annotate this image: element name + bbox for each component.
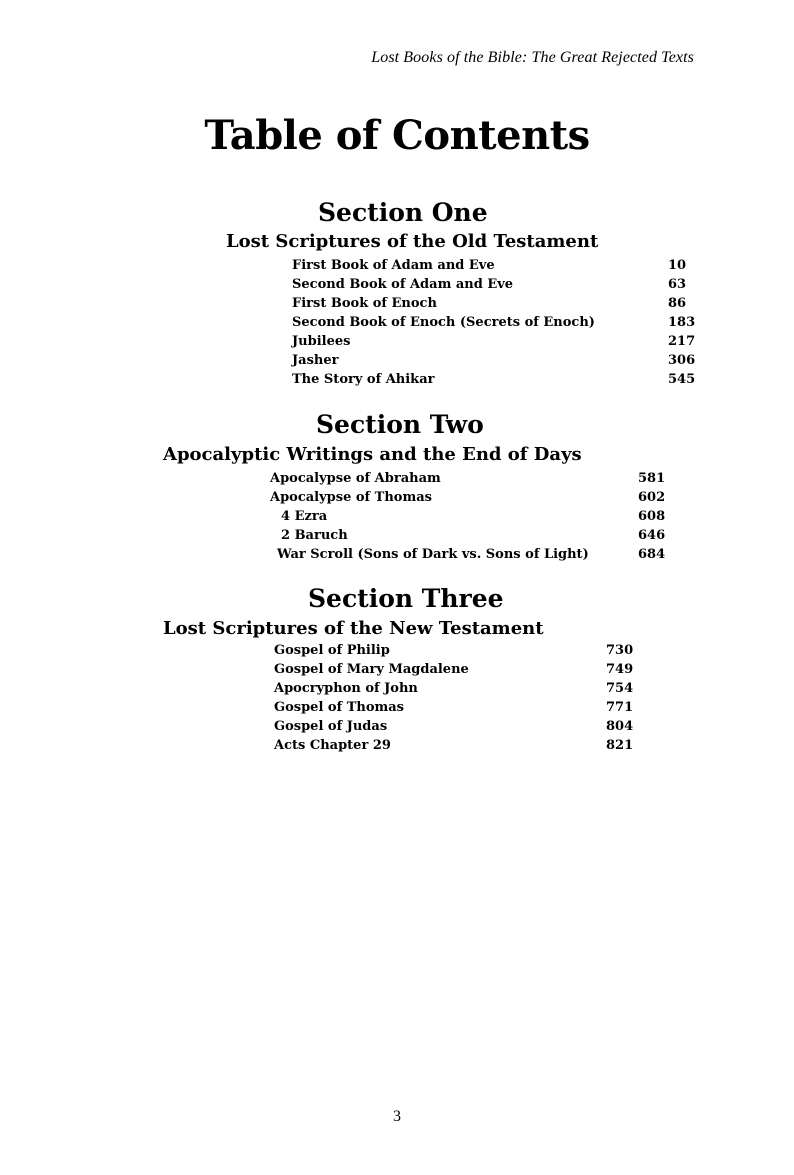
toc-entry-page: 730 [606, 643, 634, 658]
toc-entry[interactable] [292, 370, 712, 389]
toc-entry-title: The Story of Ahikar [292, 372, 435, 387]
toc-entry[interactable] [292, 332, 712, 351]
toc-entry-page: 771 [606, 700, 634, 715]
section-one-entries [292, 256, 712, 389]
toc-entry-title: 4 Ezra [281, 509, 328, 524]
toc-entry-page: 749 [606, 662, 634, 677]
running-header: Lost Books of the Bible: The Great Rejected Texts [371, 49, 694, 66]
section-one-title: Section One [318, 198, 488, 227]
toc-entry-title: Acts Chapter 29 [274, 738, 391, 753]
toc-entry-page: 821 [606, 738, 634, 753]
toc-entry[interactable] [274, 736, 654, 755]
toc-entry-title: Apocalypse of Abraham [270, 471, 441, 486]
toc-entry[interactable] [270, 526, 670, 545]
section-three-subtitle: Lost Scriptures of the New Testament [163, 618, 544, 639]
toc-entry-page: 545 [668, 372, 696, 387]
section-two-subtitle: Apocalyptic Writings and the End of Days [163, 444, 582, 465]
toc-entry-page: 754 [606, 681, 634, 696]
toc-entry[interactable] [270, 507, 670, 526]
toc-entry[interactable] [292, 313, 712, 332]
toc-entry-title: First Book of Adam and Eve [292, 258, 495, 273]
toc-entry[interactable] [274, 698, 654, 717]
toc-entry-page: 183 [668, 315, 696, 330]
toc-entry[interactable] [274, 717, 654, 736]
toc-entry-page: 602 [638, 490, 666, 505]
toc-entry-title: Gospel of Philip [274, 643, 390, 658]
toc-entry-page: 804 [606, 719, 634, 734]
toc-entry[interactable] [292, 351, 712, 370]
toc-entry-title: Jubilees [292, 334, 351, 349]
toc-entry-page: 86 [668, 296, 687, 311]
section-one-subtitle: Lost Scriptures of the Old Testament [226, 231, 599, 252]
toc-entry-page: 63 [668, 277, 687, 292]
toc-entry-page: 608 [638, 509, 666, 524]
toc-entry[interactable] [274, 641, 654, 660]
toc-entry-page: 217 [668, 334, 696, 349]
toc-entry-title: Gospel of Thomas [274, 700, 404, 715]
toc-entry[interactable] [270, 545, 670, 564]
toc-entry-title: Second Book of Enoch (Secrets of Enoch) [292, 315, 595, 330]
toc-entry-page: 684 [638, 547, 666, 562]
toc-entry[interactable] [270, 488, 670, 507]
toc-entry[interactable] [270, 469, 670, 488]
toc-entry-page: 581 [638, 471, 666, 486]
toc-entry-title: Second Book of Adam and Eve [292, 277, 514, 292]
toc-entry-page: 306 [668, 353, 696, 368]
toc-entry-title: Jasher [292, 353, 339, 368]
section-two-title: Section Two [316, 410, 484, 439]
section-two-entries [270, 469, 670, 564]
section-three-entries [274, 641, 654, 755]
toc-entry-title: Gospel of Judas [274, 719, 388, 734]
toc-entry-page: 10 [668, 258, 687, 273]
toc-entry-page: 646 [638, 528, 666, 543]
page-number: 3 [393, 1108, 401, 1125]
toc-entry[interactable] [292, 256, 712, 275]
toc-entry-title: Apocryphon of John [274, 681, 418, 696]
toc-entry[interactable] [274, 679, 654, 698]
page-title: Table of Contents [204, 112, 590, 159]
toc-entry[interactable] [292, 275, 712, 294]
toc-entry-title: Gospel of Mary Magdalene [274, 662, 469, 677]
toc-entry-title: Apocalypse of Thomas [270, 490, 432, 505]
toc-entry[interactable] [274, 660, 654, 679]
toc-entry[interactable] [292, 294, 712, 313]
section-three-title: Section Three [308, 584, 504, 613]
toc-entry-title: First Book of Enoch [292, 296, 437, 311]
toc-entry-title: War Scroll (Sons of Dark vs. Sons of Light) [277, 547, 589, 562]
toc-entry-title: 2 Baruch [281, 528, 348, 543]
